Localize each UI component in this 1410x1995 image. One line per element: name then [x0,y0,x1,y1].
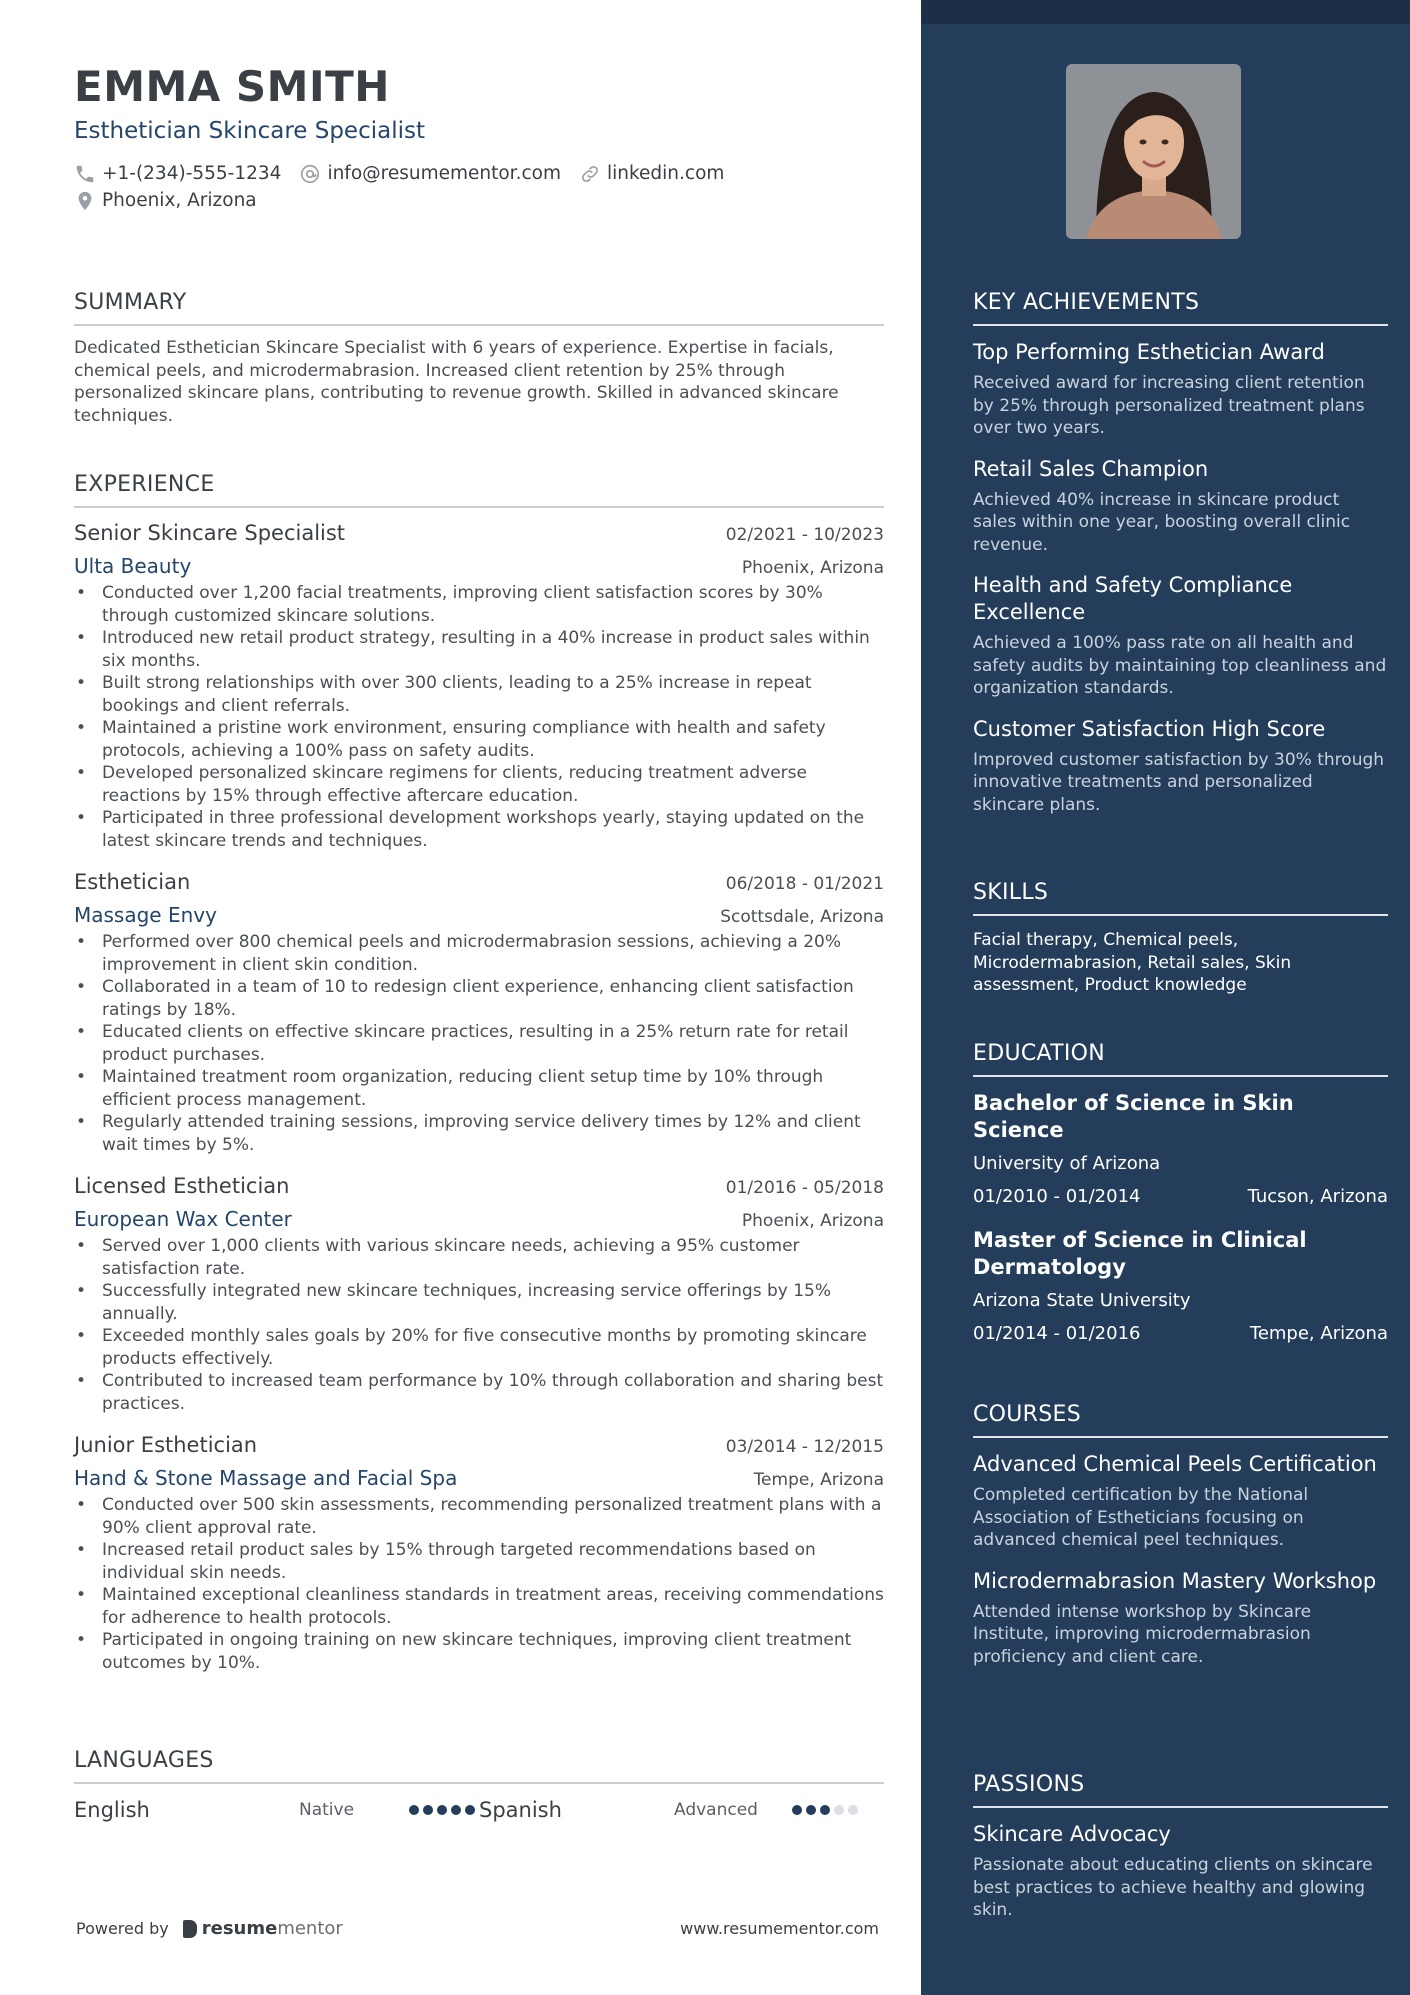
linkedin-text: linkedin.com [606,163,725,184]
achievements-section [973,290,1388,816]
website-link[interactable]: www.resumementor.com [680,1919,879,1938]
skills-heading: SKILLS [973,880,1388,916]
experience-heading: EXPERIENCE [74,472,884,508]
course-item [973,1568,1388,1669]
powered-by-text: Powered by [76,1919,169,1938]
education-heading: EDUCATION [973,1041,1388,1077]
bullet-item: • Participated in three professional development workshops yearly, staying updated on the latest skincare trends and techniques. [102,807,884,852]
job-dates: 01/2016 - 05/2018 [725,1178,884,1198]
brand-mark-icon [183,1920,197,1938]
language-name: English [74,1798,150,1822]
rating-dot-filled [792,1805,802,1815]
rating-dot-filled [451,1805,461,1815]
passion-title: Skincare Advocacy [973,1822,1171,1846]
languages-heading: LANGUAGES [74,1748,884,1784]
contact-email[interactable] [299,163,561,185]
bullet-item: • Contributed to increased team performance by 10% through collaboration and sharing best practices. [102,1370,884,1415]
bullet-item: • Introduced new retail product strategy, resulting in a 40% increase in product sales within six months. [102,627,884,672]
job-role: Junior Esthetician [74,1433,258,1457]
language-item [479,1798,884,1822]
achievement-item [973,572,1388,700]
rating-dot-filled [409,1805,419,1815]
sidebar [921,0,1410,1995]
achievement-desc: Achieved 40% increase in skincare product sales within one year, boosting overall clinic revenue. [973,489,1351,555]
job-bullets [74,582,884,852]
bullet-item: • Conducted over 500 skin assessments, recommending personalized treatment plans with a 90% client approval rate. [102,1494,884,1539]
language-level: Advanced [674,1800,758,1820]
link-icon [579,163,601,185]
phone-text: +1-(234)-555-1234 [102,163,282,184]
rating-dot-filled [437,1805,447,1815]
brand-name-light: mentor [277,1918,343,1939]
education-location: Tucson, Arizona [1247,1186,1388,1207]
achievement-item [973,339,1388,440]
course-item [973,1451,1388,1552]
job-entry [74,870,884,1156]
bullet-item: • Built strong relationships with over 300 clients, leading to a 25% increase in repeat bookings and client referrals. [102,672,884,717]
job-bullets [74,1494,884,1674]
job-role: Senior Skincare Specialist [74,521,346,545]
job-dates: 03/2014 - 12/2015 [725,1437,884,1457]
candidate-name: EMMA SMITH [74,62,390,111]
job-company: Hand & Stone Massage and Facial Spa [74,1466,458,1490]
achievement-title: Top Performing Esthetician Award [973,340,1325,364]
education-dates: 01/2010 - 01/2014 [973,1186,1141,1207]
education-location: Tempe, Arizona [1249,1323,1388,1344]
job-entry [74,1174,884,1415]
language-item [74,1798,479,1822]
brand-name-bold: resume [201,1918,278,1939]
courses-heading: COURSES [973,1402,1388,1438]
job-bullets [74,1235,884,1415]
education-item [973,1090,1388,1207]
bullet-item: • Regularly attended training sessions, improving service delivery times by 12% and client wait times by 5%. [102,1111,884,1156]
rating-dot-filled [423,1805,433,1815]
languages-section [74,1748,884,1826]
achievements-heading: KEY ACHIEVEMENTS [973,290,1388,326]
bullet-item: • Successfully integrated new skincare techniques, increasing service offerings by 15% annually. [102,1280,884,1325]
rating-dot-empty [834,1805,844,1815]
location-pin-icon [74,190,96,212]
bullet-item: • Maintained a pristine work environment, ensuring compliance with health and safety protocols, achieving a 100% pass on safety audits. [102,717,884,762]
bullet-item: • Served over 1,000 clients with various skincare needs, achieving a 95% customer satisfaction rate. [102,1235,884,1280]
summary-heading: SUMMARY [74,290,884,326]
achievement-title: Health and Safety Compliance Excellence [973,573,1293,624]
job-role: Licensed Esthetician [74,1174,290,1198]
bullet-item: • Maintained treatment room organization, reducing client setup time by 10% through efficient process management. [102,1066,884,1111]
job-bullets [74,931,884,1156]
education-school: University of Arizona [973,1153,1161,1174]
rating-dot-filled [820,1805,830,1815]
rating-dot-empty [848,1805,858,1815]
rating-dot-filled [806,1805,816,1815]
skills-text: Facial therapy, Chemical peels, Microdermabrasion, Retail sales, Skin assessment, Product knowledge [973,930,1292,995]
job-location: Phoenix, Arizona [741,558,884,578]
job-dates: 02/2021 - 10/2023 [725,525,884,545]
job-entry [74,1433,884,1674]
bullet-item: • Collaborated in a team of 10 to redesign client experience, enhancing client satisfaction ratings by 18%. [102,976,884,1021]
language-name: Spanish [479,1798,562,1822]
achievement-title: Customer Satisfaction High Score [973,716,1326,741]
sidebar-top-strip [921,0,1410,24]
summary-text: Dedicated Esthetician Skincare Specialist with 6 years of experience. Expertise in facials, chemical peels, and microdermabrasion. Increased client retention by 25% through personalized skincare plans, contributing to revenue growth. Skilled in advanced skincare techniques. [74,338,839,426]
bullet-item: • Performed over 800 chemical peels and microdermabrasion sessions, achieving a 20% improvement in client skin condition. [102,931,884,976]
phone-icon [74,163,96,185]
bullet-item: • Maintained exceptional cleanliness standards in treatment areas, receiving commendations for adherence to health protocols. [102,1584,884,1629]
bullet-item: • Exceeded monthly sales goals by 20% for five consecutive months by promoting skincare products effectively. [102,1325,884,1370]
passions-section [973,1772,1388,1922]
education-degree: Master of Science in Clinical Dermatology [973,1228,1307,1279]
job-entry [74,521,884,852]
rating-dot-filled [465,1805,475,1815]
bullet-item: • Increased retail product sales by 15% through targeted recommendations based on individual skin needs. [102,1539,884,1584]
education-school: Arizona State University [973,1290,1191,1311]
bullet-item: • Developed personalized skincare regimens for clients, reducing treatment adverse reactions by 15% through effective aftercare education. [102,762,884,807]
course-desc: Completed certification by the National Association of Estheticians focusing on advanced chemical peel techniques. [973,1485,1309,1550]
education-item [973,1227,1388,1344]
contact-info [74,160,874,214]
contact-linkedin[interactable] [579,163,724,185]
job-company: European Wax Center [74,1207,292,1231]
bullet-item: • Conducted over 1,200 facial treatments, improving client satisfaction scores by 30% through customized skincare solutions. [102,582,884,627]
achievement-title: Retail Sales Champion [973,456,1209,481]
summary-section [74,290,884,427]
experience-section [74,472,884,1674]
job-location: Tempe, Arizona [753,1470,884,1490]
achievement-desc: Achieved a 100% pass rate on all health and safety audits by maintaining top cleanliness and organization standards. [973,633,1387,698]
location-text: Phoenix, Arizona [102,190,257,211]
email-text: info@resumementor.com [327,163,561,184]
at-sign-icon [299,163,321,185]
skills-section [973,880,1388,997]
education-degree: Bachelor of Science in Skin Science [973,1091,1294,1142]
achievement-desc: Received award for increasing client retention by 25% through personalized treatment plans over two years. [973,373,1365,438]
contact-location [74,190,257,212]
profile-photo [1066,64,1241,239]
course-title: Microdermabrasion Mastery Workshop [973,1568,1377,1593]
language-level: Native [299,1800,355,1820]
job-company: Massage Envy [74,903,217,927]
passion-desc: Passionate about educating clients on skincare best practices to achieve healthy and glowing skin. [973,1855,1373,1920]
course-desc: Attended intense workshop by Skincare Institute, improving microdermabrasion proficiency and client care. [973,1601,1312,1667]
courses-section [973,1402,1388,1668]
course-title: Advanced Chemical Peels Certification [973,1452,1377,1476]
achievement-desc: Improved customer satisfaction by 30% through innovative treatments and personalized skincare plans. [973,749,1385,815]
contact-phone[interactable] [74,163,281,185]
achievement-item [973,716,1388,817]
job-role: Esthetician [74,870,191,894]
job-dates: 06/2018 - 01/2021 [725,874,884,894]
passion-item [973,1821,1388,1922]
achievement-item [973,456,1388,557]
job-title: Esthetician Skincare Specialist [74,118,425,144]
job-location: Scottsdale, Arizona [720,907,884,927]
footer [76,1918,879,1939]
brand-logo[interactable] [183,1918,343,1939]
education-section [973,1041,1388,1344]
bullet-item: • Educated clients on effective skincare practices, resulting in a 25% return rate for retail product purchases. [102,1021,884,1066]
language-rating [409,1805,475,1815]
job-location: Phoenix, Arizona [741,1211,884,1231]
job-company: Ulta Beauty [74,554,192,578]
language-rating [792,1805,858,1815]
education-dates: 01/2014 - 01/2016 [973,1323,1141,1344]
bullet-item: • Participated in ongoing training on new skincare techniques, improving client treatment outcomes by 10%. [102,1629,884,1674]
passions-heading: PASSIONS [973,1772,1388,1808]
